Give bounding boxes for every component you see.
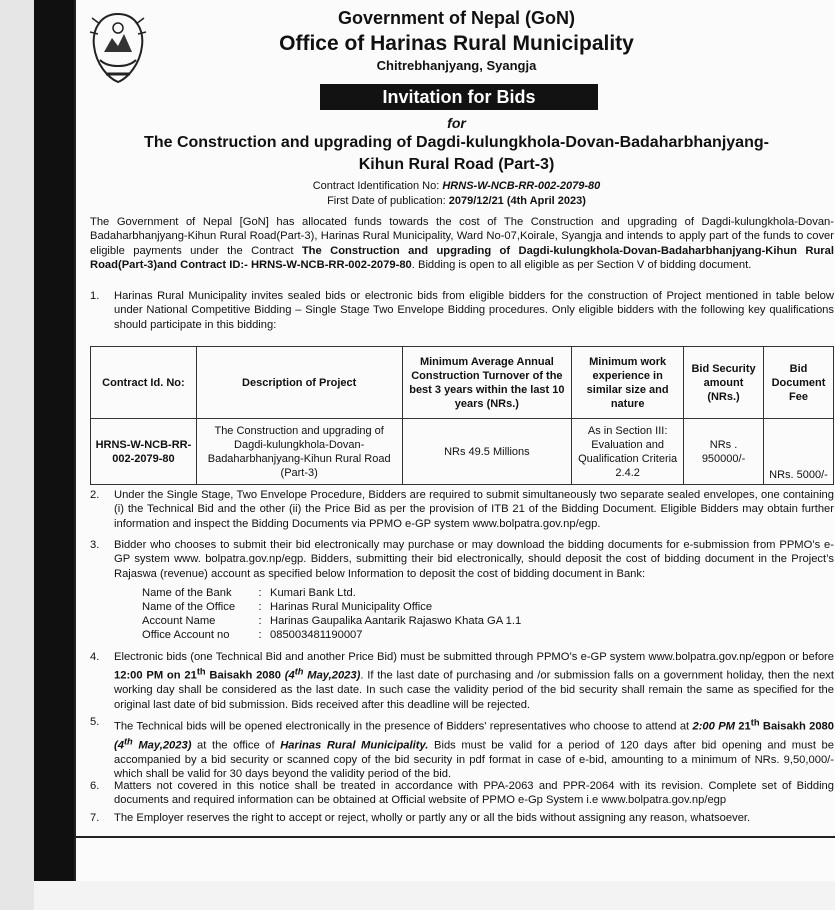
list-item-1 xyxy=(90,289,834,332)
text-part: . If the last date of purchasing and /or submission falls on a government holiday, then the next working day shall be considered as the last date. In such case the validity period of the bid security shall remain the same as specified for the original last date of bid submission. Bids received after this deadline will be rejected. xyxy=(114,670,835,711)
bank-details xyxy=(142,586,521,642)
col-turnover: Minimum Average Annual Construction Turnover of the best 3 years within the last 10 years (NRs.) xyxy=(402,347,572,419)
item-text: Under the Single Stage, Two Envelope Procedure, Bidders are required to submit simultaneously two separate sealed envelopes, one containing (i) the Technical Bid and the other (ii) the Price Bid as per the provision of ITB 21 of the Bidding Document. Eligible Bidders may obtain further information and inspect the Bidding Documents via PPMO e-GP system www.bolpatra.gov.np/egp. xyxy=(114,489,834,530)
cell-bid-security: NRs . 950000/- xyxy=(684,419,764,485)
office-title: Office of Harinas Rural Municipality xyxy=(279,32,634,55)
cell-description: The Construction and upgrading of Dagdi-kulungkhola-Dovan-Badaharbhanjyang-Kihun Rural Road (Part-3) xyxy=(196,419,402,485)
text-part: Bids must be valid for a period of 120 days after bid opening and must be accompanied by a bid security or scanned copy of the bid security in pdf format in case of e-bid, amounting to a minimum of NRs. 9,50,000/- which shall be valid for 30 days beyond the validity period of the bid. xyxy=(114,739,834,781)
item-number: 4. xyxy=(90,651,100,663)
list-item-3 xyxy=(90,538,834,581)
item-number: 7. xyxy=(90,812,100,824)
ordinal-suffix: th xyxy=(123,736,133,747)
government-title: Government of Nepal (GoN) xyxy=(337,8,575,28)
publication-value: 2079/12/21 (4th April 2023) xyxy=(448,195,586,207)
bid-table xyxy=(90,346,834,485)
project-title-line1: The Construction and upgrading of Dagdi-kulungkhola-Dovan-Badaharbhanjyang- xyxy=(144,134,769,151)
deadline-date: Baisakh 2080 xyxy=(205,670,285,683)
intro-text: The Government of Nepal [GoN] has allocated funds towards the cost of The Construction and upgrading of Dagdi-kulungkhola-Dovan-Badaharbhanjyang-Kihun Rural Road(Part-3), Harinas Rural Municipality, Ward No-07,Koirale, Syangja and intends to apply part of the funds to cover eligible payments under the Contract xyxy=(90,216,834,257)
intro-paragraph xyxy=(90,215,834,273)
cell-doc-fee: NRs. 5000/- xyxy=(763,419,833,485)
bank-row xyxy=(142,614,521,628)
bank-value: Harinas Gaupalika Aantarik Rajaswo Khata GA 1.1 xyxy=(270,615,522,627)
publication-date xyxy=(76,195,835,207)
table-row xyxy=(91,419,834,485)
bank-row xyxy=(142,628,521,642)
bank-colon: : xyxy=(258,615,262,627)
item-text: The Employer reserves the right to accept or reject, wholly or partly any or all the bids without assigning any reason, whatsoever. xyxy=(114,812,751,824)
contract-id-label: Contract Identification No: xyxy=(312,180,443,192)
opening-english-end: May,2023) xyxy=(132,739,192,752)
bank-key: Office Account no xyxy=(142,629,230,641)
text-part: The Technical bids will be opened electronically in the presence of Bidders' representatives who choose to attend at xyxy=(114,720,693,733)
bank-row xyxy=(142,600,521,614)
text-part: Electronic bids (one Technical Bid and another Price Bid) must be submitted through PPMO’s e-GP system www.bolpatra.gov.np/egpon or before xyxy=(114,651,834,663)
bank-value: Kumari Bank Ltd. xyxy=(270,587,356,599)
bank-value: Harinas Rural Municipality Office xyxy=(270,601,433,613)
publication-label: First Date of publication: xyxy=(327,195,449,207)
notice-page xyxy=(74,0,835,881)
item-number: 2. xyxy=(90,489,100,501)
list-item-7 xyxy=(90,811,834,825)
item-text: Harinas Rural Municipality invites sealed bids or electronic bids from eligible bidders for the construction of Project mentioned in table below under National Competitive Bidding – Single Stage Two Envelope Bidding procedures. Only eligible bidders with the following key qualifications should participate in this bidding: xyxy=(114,290,834,331)
item-number: 5. xyxy=(90,716,100,728)
bank-value: 085003481190007 xyxy=(270,629,363,641)
left-margin xyxy=(0,0,34,910)
item-number: 1. xyxy=(90,290,100,302)
bank-key: Name of the Bank xyxy=(142,587,232,599)
intro-contract-bold: The Construction and upgrading of Dagdi-kulungkhola-Dovan-Badaharbhanjyang-Kihun Rural Road(Part-3)and Contract ID:- HRNS-W-NCB-RR-002-2079-80 xyxy=(90,244,834,272)
item-text: Bidder who chooses to submit their bid electronically may purchase or may download the bidding documents for e-submission from PPMO’s e-GP system www. bolpatra.gov.np/egp. Bidders, submitting their bid electronically, should deposit the cost of bidding document in the Project’s Rajaswa (revenue) account as specified below Information to deposit the cost of bidding document in Bank: xyxy=(114,539,834,580)
deadline-english: (4 xyxy=(284,670,295,683)
contract-id-value: HRNS-W-NCB-RR-002-2079-80 xyxy=(442,180,601,192)
item-number: 6. xyxy=(90,780,100,792)
cell-experience: As in Section III: Evaluation and Qualification Criteria 2.4.2 xyxy=(572,419,684,485)
office-name: Harinas Rural Municipality. xyxy=(280,739,429,752)
for-label: for xyxy=(447,115,466,131)
cell-contract-id: HRNS-W-NCB-RR-002-2079-80 xyxy=(91,419,197,485)
col-experience: Minimum work experience in similar size and nature xyxy=(572,347,684,419)
bid-notice xyxy=(76,0,835,838)
list-item-4 xyxy=(90,650,834,712)
item-text: Matters not covered in this notice shall be treated in accordance with PPA-2063 and PPR-2064 with its revision. Complete set of Bidding documents and required information can be obtained at Official website of PPMO e-Gp System i.e www.bolpatra.gov.np/egp xyxy=(114,780,834,807)
opening-english: (4 xyxy=(114,739,124,752)
ordinal-suffix: th xyxy=(196,666,206,677)
bank-colon: : xyxy=(258,601,262,613)
col-contract-id: Contract Id. No: xyxy=(91,347,197,419)
opening-date: Baisakh 2080 xyxy=(759,720,834,733)
ordinal-suffix: th xyxy=(294,666,304,677)
intro-text-end: . Bidding is open to all eligible as per Section V of bidding document. xyxy=(411,259,752,272)
item-number: 3. xyxy=(90,539,100,551)
bank-key: Account Name xyxy=(142,615,216,627)
item-text xyxy=(114,650,834,712)
bank-row xyxy=(142,586,521,600)
col-doc-fee: Bid Document Fee xyxy=(763,347,833,419)
col-bid-security: Bid Security amount (NRs.) xyxy=(684,347,764,419)
cell-turnover: NRs 49.5 Millions xyxy=(402,419,572,485)
bank-key: Name of the Office xyxy=(142,601,236,613)
contract-identification xyxy=(76,180,835,192)
table-header-row xyxy=(91,347,834,419)
list-item-2 xyxy=(90,488,834,531)
list-item-5 xyxy=(90,715,834,782)
deadline-time: 12:00 PM on 21 xyxy=(114,670,197,683)
opening-time: 2:00 PM xyxy=(692,720,735,733)
dark-border xyxy=(34,0,74,881)
item-text xyxy=(114,715,834,782)
ordinal-suffix: th xyxy=(750,717,760,727)
invitation-banner: Invitation for Bids xyxy=(320,84,598,110)
text-part: at the office of xyxy=(191,739,281,752)
office-location: Chitrebhanjyang, Syangja xyxy=(376,58,537,73)
list-item-6 xyxy=(90,779,834,808)
col-description: Description of Project xyxy=(196,347,402,419)
bank-colon: : xyxy=(258,587,262,599)
opening-day: 21 xyxy=(734,720,751,733)
project-title-line2: Kihun Rural Road (Part-3) xyxy=(358,156,555,173)
bank-colon: : xyxy=(258,629,262,641)
deadline-english-end: May,2023) xyxy=(303,670,361,683)
